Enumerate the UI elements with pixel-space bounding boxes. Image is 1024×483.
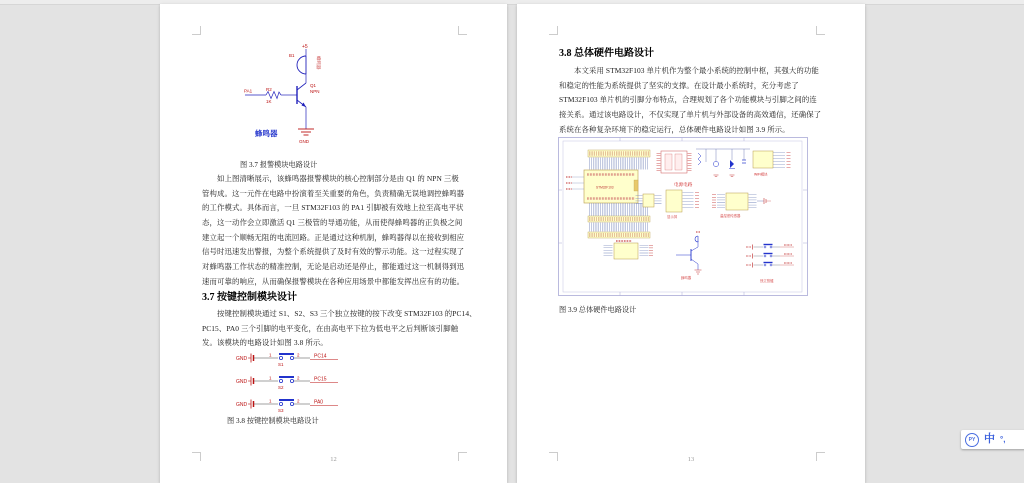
text-line: 如上图清晰展示，该蜂鸣器报警模块的核心控制部分是由 Q1 的 NPN 三极: [217, 174, 459, 183]
margin-mark: [816, 26, 825, 35]
pin-2-label: 2: [297, 375, 300, 381]
page-number-left: 12: [330, 456, 337, 463]
figure-key-circuit[interactable]: [226, 348, 361, 414]
switch-label: S2: [278, 385, 284, 390]
pin-1-label: 1: [269, 352, 272, 358]
pin-1-label: 1: [269, 375, 272, 381]
signal-label: PA0: [314, 399, 324, 406]
figure-37-caption: 图 3.7 报警模块电路设计: [240, 161, 318, 169]
text-line: 本文采用 STM32F103 单片机作为整个最小系统的控制中枢，其强大的功能: [574, 66, 819, 75]
buzzer-ref-label: B1: [289, 53, 295, 58]
document-page-right[interactable]: [517, 4, 865, 483]
pin-2-label: 2: [297, 352, 300, 358]
text-line: 接关系。通过该电路设计，不仅实现了单片机与外部设备的高效通信，还确保了: [559, 110, 822, 120]
pin-2-label: 2: [297, 398, 300, 404]
buzzer-icon: [297, 56, 306, 74]
margin-mark: [458, 26, 467, 35]
page-number-right: 13: [687, 456, 695, 463]
document-page-left[interactable]: [160, 4, 507, 483]
text-line: 态，这一动作会立即激活 Q1 三极管的导通功能，从而使得蜂鸣器的正负极之间: [202, 218, 463, 228]
text-line: 发。该模块的电路设计如图 3.8 所示。: [202, 338, 328, 348]
text-line: 按键控制模块通过 S1、S2、S3 三个独立按键的按下改变 STM32F103 的PC14、: [217, 309, 477, 318]
figure-buzzer-circuit[interactable]: [233, 34, 358, 152]
pin-1-label: 1: [269, 398, 272, 404]
key-row: [236, 399, 338, 414]
signal-label: PC15: [314, 376, 327, 383]
buzzer-side-label: 蜂鸣器: [316, 56, 321, 70]
text-line: 管构成。这一元件在电路中扮演着至关重要的角色，负责精确无误地调控蜂鸣器: [202, 188, 465, 198]
text-line: 建立起一个顺畅无阻的电流回路。正是通过这种机制，蜂鸣器得以在接收到相应: [202, 232, 465, 242]
pin-label: PA1: [244, 88, 253, 94]
figure-39-caption: 图 3.9 总体硬件电路设计: [559, 306, 637, 314]
display-label: 显示屏: [667, 215, 678, 219]
text-line: 系统在各种复杂环境下的稳定运行，总体硬件电路设计如图 3.9 所示。: [559, 124, 790, 134]
margin-mark: [549, 26, 558, 35]
text-line: 对蜂鸣器工作状态的精准控制，无论是启动还是停止，都能通过这一机制得到迅: [202, 262, 465, 272]
figure-38-caption: 图 3.8 按键控制模块电路设计: [227, 417, 319, 425]
buzzer-label: 蜂鸣器: [681, 276, 692, 280]
figure-title-label: 蜂鸣器: [255, 129, 278, 138]
resistor-ref-label: R2: [266, 87, 272, 92]
gnd-label: GND: [236, 356, 248, 362]
text-line: STM32F103 单片机的引脚分布特点，合理规划了各个功能模块与引脚之间的连: [559, 95, 817, 105]
mcu-label: STM32F103: [596, 185, 614, 190]
power-label: +5: [302, 44, 308, 50]
text-line: 信号时迅速发出警报，为整个系统提供了及时有效的警示功能。这一过程实现了: [202, 247, 465, 257]
wifi-label: WiFi模块: [754, 172, 768, 177]
paragraph-overall-circuit: [559, 64, 822, 137]
text-line: 速而可靠的响应，从而确保报警模块在各种应用场景中都能发挥出应有的功能。: [202, 276, 465, 286]
ime-tools-icon[interactable]: °,: [1000, 434, 1006, 444]
power-circuit-label: 电源电路: [674, 182, 693, 187]
paragraph-key-module: [202, 307, 477, 351]
switch-label: S1: [278, 362, 284, 367]
paragraph-alarm-module: [202, 172, 465, 290]
gnd-label: GND: [236, 402, 248, 408]
key-row: [236, 376, 338, 391]
margin-mark: [192, 26, 201, 35]
transistor-type-label: NPN: [310, 89, 320, 94]
keys-label: 独立按键: [760, 279, 774, 283]
signal-label: PC14: [314, 353, 327, 360]
text-line: 和稳定的性能为系统提供了坚实的支撑。在设计最小系统时，充分考虑了: [559, 80, 799, 90]
heading-section-3-7: 3.7 按键控制模块设计: [202, 292, 297, 303]
ime-toolbar[interactable]: [961, 430, 1024, 449]
transistor-ref-label: Q1: [310, 83, 317, 88]
ground-label: GND: [299, 139, 309, 144]
heading-section-3-8: 3.8 总体硬件电路设计: [559, 48, 654, 59]
text-line: PC15、PA0 三个引脚的电平变化，在由高电平下拉为低电平之后判断该引脚触: [202, 323, 459, 333]
gnd-label: GND: [236, 379, 248, 385]
sensor-label: 温湿度传感器: [720, 214, 741, 218]
figure-overall-schematic[interactable]: [558, 137, 808, 296]
key-row: [236, 353, 338, 368]
text-line: 的工作模式。具体而言，一旦 STM32F103 的 PA1 引脚被有效地上拉至高电平状: [202, 203, 464, 213]
ime-language-mode-toggle[interactable]: 中: [984, 433, 995, 445]
resistor-value-label: 1K: [266, 99, 272, 104]
viewer-top-strip: [0, 0, 1024, 5]
switch-label: S3: [278, 408, 284, 413]
ime-engine-icon[interactable]: PY: [965, 433, 979, 447]
